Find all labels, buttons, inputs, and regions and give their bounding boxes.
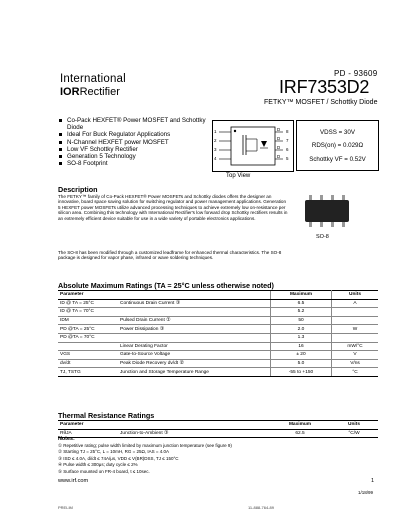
table-row bbox=[58, 308, 378, 317]
table-cell: Power Dissipation ③ bbox=[118, 325, 271, 334]
so8-package-image bbox=[305, 200, 349, 222]
package-pin bbox=[331, 195, 334, 200]
table-header-row bbox=[58, 421, 378, 430]
table-cell: 16 bbox=[271, 342, 332, 351]
package-pin bbox=[320, 195, 323, 200]
table-cell: TJ, TSTG bbox=[58, 368, 118, 377]
table-cell: RθJA bbox=[58, 429, 118, 438]
column-header bbox=[118, 291, 271, 300]
document-number: PD - 93609 bbox=[334, 69, 378, 78]
table-cell: W bbox=[332, 325, 379, 334]
rds-on-spec: RDS(on) = 0.029Ω bbox=[311, 142, 364, 149]
pin-label: D bbox=[277, 154, 281, 159]
table-cell: mW/°C bbox=[332, 342, 379, 351]
pin-number: 5 bbox=[286, 156, 289, 161]
footer-code-left: PRELIM bbox=[58, 505, 73, 510]
table-cell: -55 to +150 bbox=[271, 368, 332, 377]
pin-label: D bbox=[277, 127, 281, 132]
table-cell: V bbox=[332, 351, 379, 360]
table-cell: Linear Derating Factor bbox=[118, 342, 271, 351]
pin-number: 6 bbox=[286, 147, 289, 152]
column-header: Maximum bbox=[270, 421, 330, 430]
table-header-row bbox=[58, 291, 378, 300]
table-cell: dv/dt bbox=[58, 359, 118, 368]
table-cell: 6.5 bbox=[271, 299, 332, 308]
package-pin bbox=[342, 222, 345, 227]
note-item: ④ Pulse width ≤ 300μs; duty cycle ≤ 2% bbox=[58, 462, 138, 468]
ior-logo-mark: IOR bbox=[60, 86, 80, 98]
revision-date: 1/18/99 bbox=[358, 490, 374, 495]
pin-number: 7 bbox=[286, 138, 289, 143]
footer-code-right: 11-888-764-89 bbox=[248, 505, 274, 510]
vdss-spec: VDSS = 30V bbox=[320, 129, 355, 136]
table-cell: 62.5 bbox=[270, 429, 330, 438]
table-cell bbox=[118, 333, 271, 342]
column-header bbox=[118, 421, 270, 430]
table-cell: ± 20 bbox=[271, 351, 332, 360]
schottky-vf-spec: Schottky VF = 0.52V bbox=[309, 156, 366, 163]
table-cell: IDM bbox=[58, 316, 118, 325]
table-cell: 5.0 bbox=[271, 359, 332, 368]
table-cell: VGS bbox=[58, 351, 118, 360]
column-header: Units bbox=[330, 421, 378, 430]
package-pin bbox=[320, 222, 323, 227]
table-cell: ID @ TA = 25°C bbox=[58, 299, 118, 308]
part-subtitle: FETKY™ MOSFET / Schottky Diode bbox=[264, 99, 378, 106]
note-item: ⑤ Surface mounted on FR-4 board, t ≤ 10sec. bbox=[58, 468, 150, 474]
note-item: ① Repetitive rating; pulse width limited by maximum junction temperature (see figure 9) bbox=[58, 443, 232, 448]
table-cell: °C/W bbox=[330, 429, 378, 438]
table-row bbox=[58, 333, 378, 342]
key-specs-box bbox=[296, 120, 379, 171]
note-item: ③ ISD ≤ 4.0A, di/dt ≤ 74A/μs, VDD ≤ V(BR)DSS, TJ ≤ 150°C bbox=[58, 455, 179, 461]
table-cell: Gate-to-Source Voltage bbox=[118, 351, 271, 360]
description-paragraph: The SO-8 has been modified through a customized leadframe for enhanced thermal characteristics. The SO-8 package is designed for vapor phase, infrared or wave soldering techniques. bbox=[58, 250, 282, 261]
feature-item: N-Channel HEXFET power MOSFET bbox=[58, 139, 210, 146]
pin-number: 4 bbox=[214, 156, 217, 161]
description-heading: Description bbox=[58, 185, 98, 194]
table-row bbox=[58, 429, 378, 438]
page-number: 1 bbox=[371, 478, 375, 484]
top-view-label: Top View bbox=[226, 173, 251, 179]
feature-item: Co-Pack HEXFET® Power MOSFET and Schottky Diode bbox=[58, 117, 210, 131]
pin-number: 1 bbox=[214, 129, 217, 134]
table-cell bbox=[332, 333, 379, 342]
table-row bbox=[58, 342, 378, 351]
notes-list bbox=[58, 443, 338, 475]
column-header: Units bbox=[332, 291, 379, 300]
table-row bbox=[58, 316, 378, 325]
package-pin bbox=[309, 195, 312, 200]
pin-number: 8 bbox=[286, 129, 289, 134]
table-cell bbox=[118, 308, 271, 317]
table-row bbox=[58, 351, 378, 360]
table-row bbox=[58, 325, 378, 334]
pin-number: 2 bbox=[214, 138, 217, 143]
package-pin bbox=[309, 222, 312, 227]
table-cell bbox=[332, 316, 379, 325]
feature-item: SO-8 Footprint bbox=[58, 160, 210, 167]
package-pin bbox=[342, 195, 345, 200]
abs-max-heading: Absolute Maximum Ratings (TA = 25°C unless otherwise noted) bbox=[58, 281, 274, 290]
pin-number: 3 bbox=[214, 147, 217, 152]
table-row bbox=[58, 368, 378, 377]
pin-label: D bbox=[277, 145, 281, 150]
feature-item: Generation 5 Technology bbox=[58, 153, 210, 160]
table-cell: °C bbox=[332, 368, 379, 377]
table-cell bbox=[332, 308, 379, 317]
rectifier-text: Rectifier bbox=[79, 86, 120, 98]
column-header: Parameter bbox=[58, 291, 118, 300]
table-cell: 1.3 bbox=[271, 333, 332, 342]
description-paragraph: The FETKY™ family of Co-Pack HEXFET® Power MOSFETs and Schottky diodes offers the designer an innovative, board space saving solution for switching regulator and power management applications. Generation 5 HEXFET power MOSFETs utilize advanced processing techniques to achieve extremely low on-resistance per silicon area. Combining this technology with International Rectifier's low forward drop Schottky rectifiers results in an extremely efficient device suitable for use in a wide variety of portable electronics applications. bbox=[58, 194, 288, 221]
package-pin bbox=[331, 222, 334, 227]
feature-item: Ideal For Buck Regulator Applications bbox=[58, 131, 210, 138]
table-cell: 5.2 bbox=[271, 308, 332, 317]
feature-item: Low VF Schottky Rectifier bbox=[58, 146, 210, 153]
note-item: ② Starting TJ = 25°C, L = 10mH, RG = 25Ω, IAS = 4.0A bbox=[58, 449, 169, 455]
table-cell: Junction-to-Ambient ③ bbox=[118, 429, 270, 438]
company-logo-line1: International bbox=[60, 73, 126, 85]
abs-max-table bbox=[58, 290, 378, 377]
feature-list bbox=[58, 117, 210, 167]
table-cell: A bbox=[332, 299, 379, 308]
website-link[interactable]: www.irf.com bbox=[58, 478, 89, 484]
table-row bbox=[58, 299, 378, 308]
thermal-table bbox=[58, 420, 378, 438]
package-pinout-diagram bbox=[212, 120, 294, 172]
table-cell: PD @TA = 70°C bbox=[58, 333, 118, 342]
pin-label: D bbox=[277, 136, 281, 141]
column-header: Maximum bbox=[271, 291, 332, 300]
company-logo-line2 bbox=[60, 86, 120, 98]
table-cell: 2.0 bbox=[271, 325, 332, 334]
thermal-heading: Thermal Resistance Ratings bbox=[58, 411, 155, 420]
table-cell: Continuous Drain Current ③ bbox=[118, 299, 271, 308]
table-cell: Junction and Storage Temperature Range bbox=[118, 368, 271, 377]
table-cell: ID @ TA = 70°C bbox=[58, 308, 118, 317]
package-label: SO-8 bbox=[316, 234, 329, 240]
column-header: Parameter bbox=[58, 421, 118, 430]
part-number: IRF7353D2 bbox=[279, 77, 370, 97]
table-cell: 50 bbox=[271, 316, 332, 325]
notes-heading: Notes: bbox=[58, 436, 75, 442]
table-cell bbox=[58, 342, 118, 351]
table-cell: Peak Diode Recovery dv/dt ② bbox=[118, 359, 271, 368]
table-row bbox=[58, 359, 378, 368]
pinout-schematic bbox=[213, 121, 293, 171]
table-cell: Pulsed Drain Current ① bbox=[118, 316, 271, 325]
table-cell: PD @TA = 25°C bbox=[58, 325, 118, 334]
table-cell: V/ns bbox=[332, 359, 379, 368]
